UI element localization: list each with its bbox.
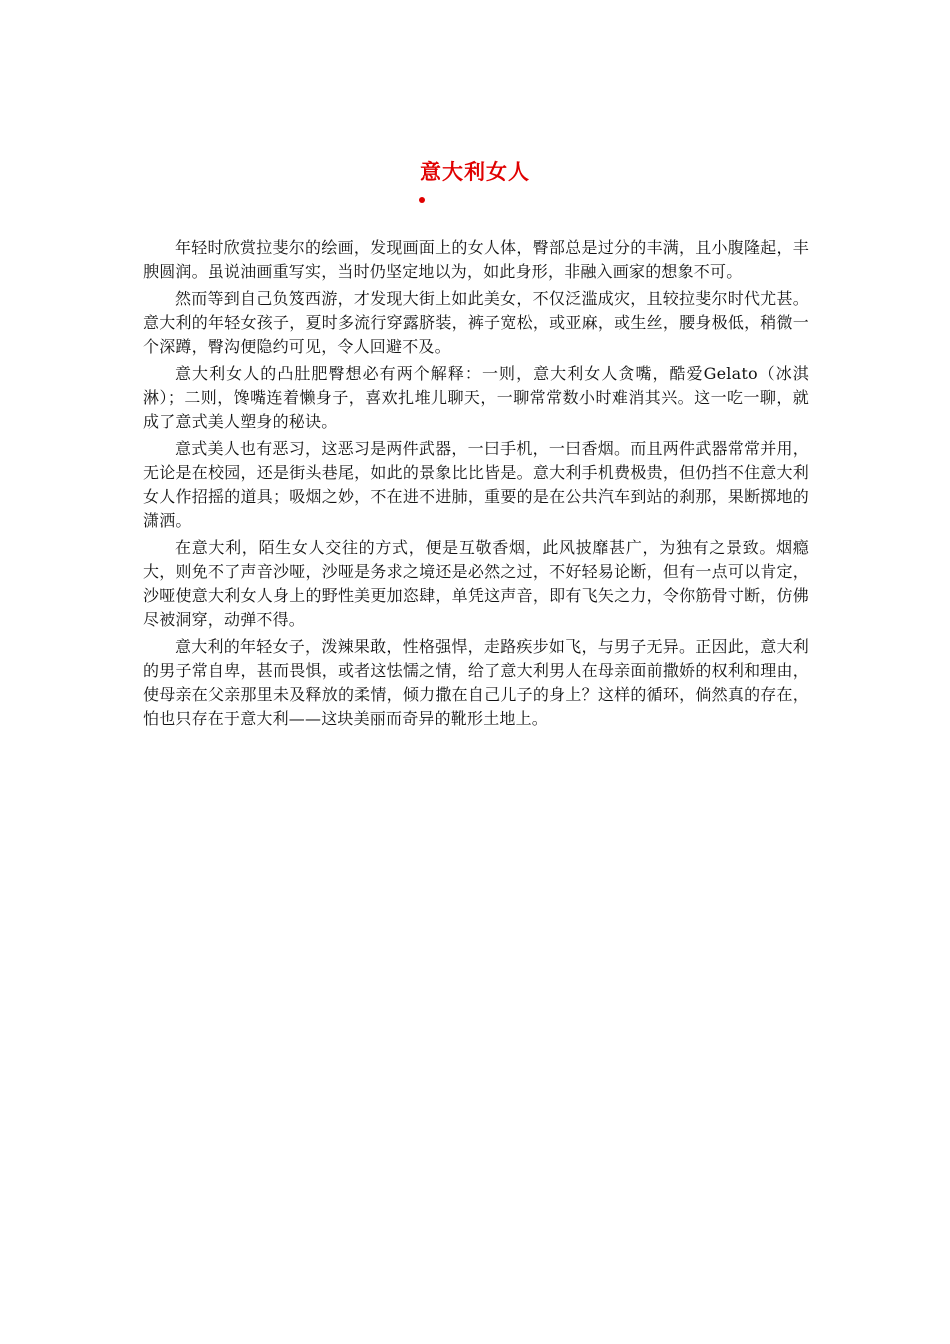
paragraph-3: 意大利女人的凸肚肥臀想必有两个解释：一则，意大利女人贪嘴，酷爱Gelato（冰淇淋）；二则，馋嘴连着懒身子，喜欢扎堆儿聊天，一聊常常数小时难消其兴。这一吃一聊，就成了意式美人塑身的秘诀。 <box>143 364 809 431</box>
title-bullet-dot <box>419 197 425 203</box>
paragraph-6: 意大利的年轻女子，泼辣果敢，性格强悍，走路疾步如飞，与男子无异。正因此，意大利的男子常自卑，甚而畏惧，或者这怯懦之情，给了意大利男人在母亲面前撒娇的权利和理由，使母亲在父亲那里未及释放的柔情，倾力撒在自己儿子的身上？这样的循环，倘然真的存在，怕也只存在于意大利——这块美丽而奇异的靴形土地上。 <box>143 637 809 728</box>
article-body <box>143 236 809 734</box>
article-title: 意大利女人 <box>420 160 530 184</box>
paragraph-1: 年轻时欣赏拉斐尔的绘画，发现画面上的女人体，臀部总是过分的丰满，且小腹隆起，丰腴圆润。虽说油画重写实，当时仍坚定地以为，如此身形，非融入画家的想象不可。 <box>143 238 809 281</box>
paragraph-4: 意式美人也有恶习，这恶习是两件武器，一曰手机，一曰香烟。而且两件武器常常并用，无论是在校园，还是街头巷尾，如此的景象比比皆是。意大利手机费极贵，但仍挡不住意大利女人作招摇的道具；吸烟之妙，不在进不进肺，重要的是在公共汽车到站的刹那，果断掷地的潇洒。 <box>143 439 809 530</box>
paragraph-5: 在意大利，陌生女人交往的方式，便是互敬香烟，此风披靡甚广，为独有之景致。烟瘾大，则免不了声音沙哑，沙哑是务求之境还是必然之过，不好轻易论断，但有一点可以肯定，沙哑使意大利女人身上的野性美更加恣肆，单凭这声音，即有飞矢之力，令你筋骨寸断，仿佛尽被洞穿，动弹不得。 <box>143 538 809 629</box>
paragraph-2: 然而等到自己负笈西游，才发现大街上如此美女，不仅泛滥成灾，且较拉斐尔时代尤甚。意大利的年轻女孩子，夏时多流行穿露脐装，裤子宽松，或亚麻，或生丝，腰身极低，稍微一个深蹲，臀沟便隐约可见，令人回避不及。 <box>143 289 809 356</box>
